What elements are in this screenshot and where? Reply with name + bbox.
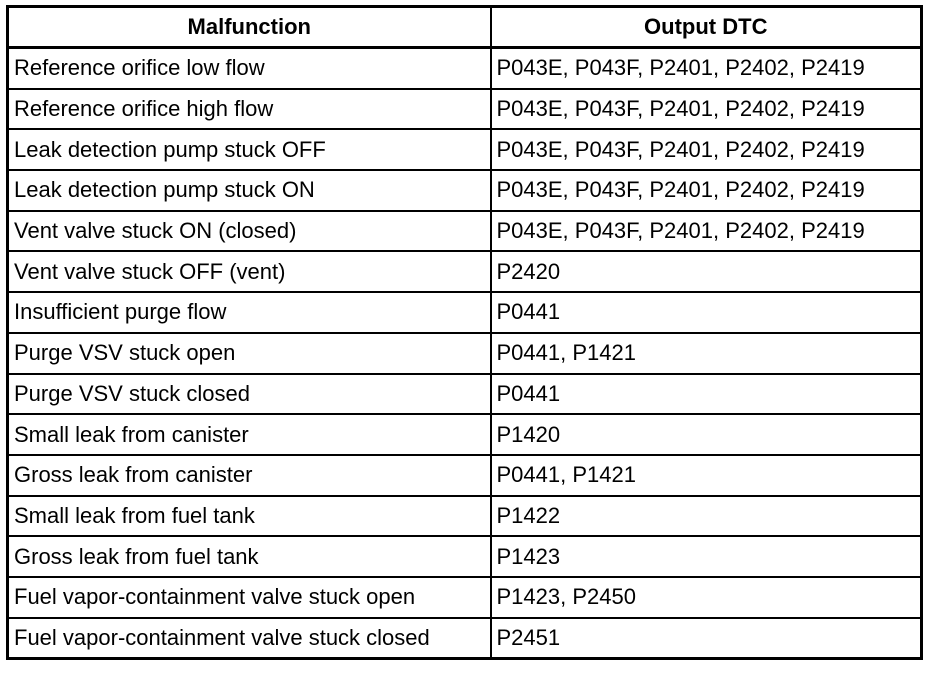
table-row (8, 129, 922, 170)
table-row (8, 211, 922, 252)
output-dtc-cell: P1422 (491, 496, 922, 537)
output-dtc-cell: P0441 (491, 374, 922, 415)
malfunction-cell: Small leak from fuel tank (8, 496, 491, 537)
output-dtc-cell: P1420 (491, 414, 922, 455)
table-row (8, 577, 922, 618)
output-dtc-cell: P043E, P043F, P2401, P2402, P2419 (491, 129, 922, 170)
malfunction-cell: Vent valve stuck OFF (vent) (8, 251, 491, 292)
output-dtc-cell: P043E, P043F, P2401, P2402, P2419 (491, 89, 922, 130)
table-row (8, 251, 922, 292)
header-output-dtc: Output DTC (491, 7, 922, 48)
output-dtc-cell: P1423 (491, 536, 922, 577)
output-dtc-cell: P2451 (491, 618, 922, 659)
dtc-table (6, 5, 923, 660)
malfunction-cell: Reference orifice low flow (8, 48, 491, 89)
malfunction-cell: Insufficient purge flow (8, 292, 491, 333)
malfunction-cell: Vent valve stuck ON (closed) (8, 211, 491, 252)
malfunction-cell: Fuel vapor-containment valve stuck closed (8, 618, 491, 659)
output-dtc-cell: P2420 (491, 251, 922, 292)
header-row (8, 7, 922, 48)
malfunction-cell: Reference orifice high flow (8, 89, 491, 130)
table-row (8, 89, 922, 130)
table-body (8, 48, 922, 659)
malfunction-cell: Gross leak from fuel tank (8, 536, 491, 577)
table-row (8, 48, 922, 89)
output-dtc-cell: P043E, P043F, P2401, P2402, P2419 (491, 211, 922, 252)
malfunction-cell: Purge VSV stuck closed (8, 374, 491, 415)
output-dtc-cell: P0441, P1421 (491, 333, 922, 374)
header-malfunction: Malfunction (8, 7, 491, 48)
malfunction-cell: Leak detection pump stuck ON (8, 170, 491, 211)
output-dtc-cell: P043E, P043F, P2401, P2402, P2419 (491, 48, 922, 89)
malfunction-cell: Leak detection pump stuck OFF (8, 129, 491, 170)
table-row (8, 618, 922, 659)
output-dtc-cell: P1423, P2450 (491, 577, 922, 618)
malfunction-cell: Small leak from canister (8, 414, 491, 455)
table-row (8, 170, 922, 211)
table-row (8, 292, 922, 333)
malfunction-cell: Gross leak from canister (8, 455, 491, 496)
table-row (8, 455, 922, 496)
output-dtc-cell: P0441 (491, 292, 922, 333)
table-row (8, 414, 922, 455)
table-row (8, 536, 922, 577)
malfunction-cell: Purge VSV stuck open (8, 333, 491, 374)
malfunction-cell: Fuel vapor-containment valve stuck open (8, 577, 491, 618)
table-row (8, 496, 922, 537)
output-dtc-cell: P043E, P043F, P2401, P2402, P2419 (491, 170, 922, 211)
table-row (8, 374, 922, 415)
table-row (8, 333, 922, 374)
output-dtc-cell: P0441, P1421 (491, 455, 922, 496)
table-header (8, 7, 922, 48)
